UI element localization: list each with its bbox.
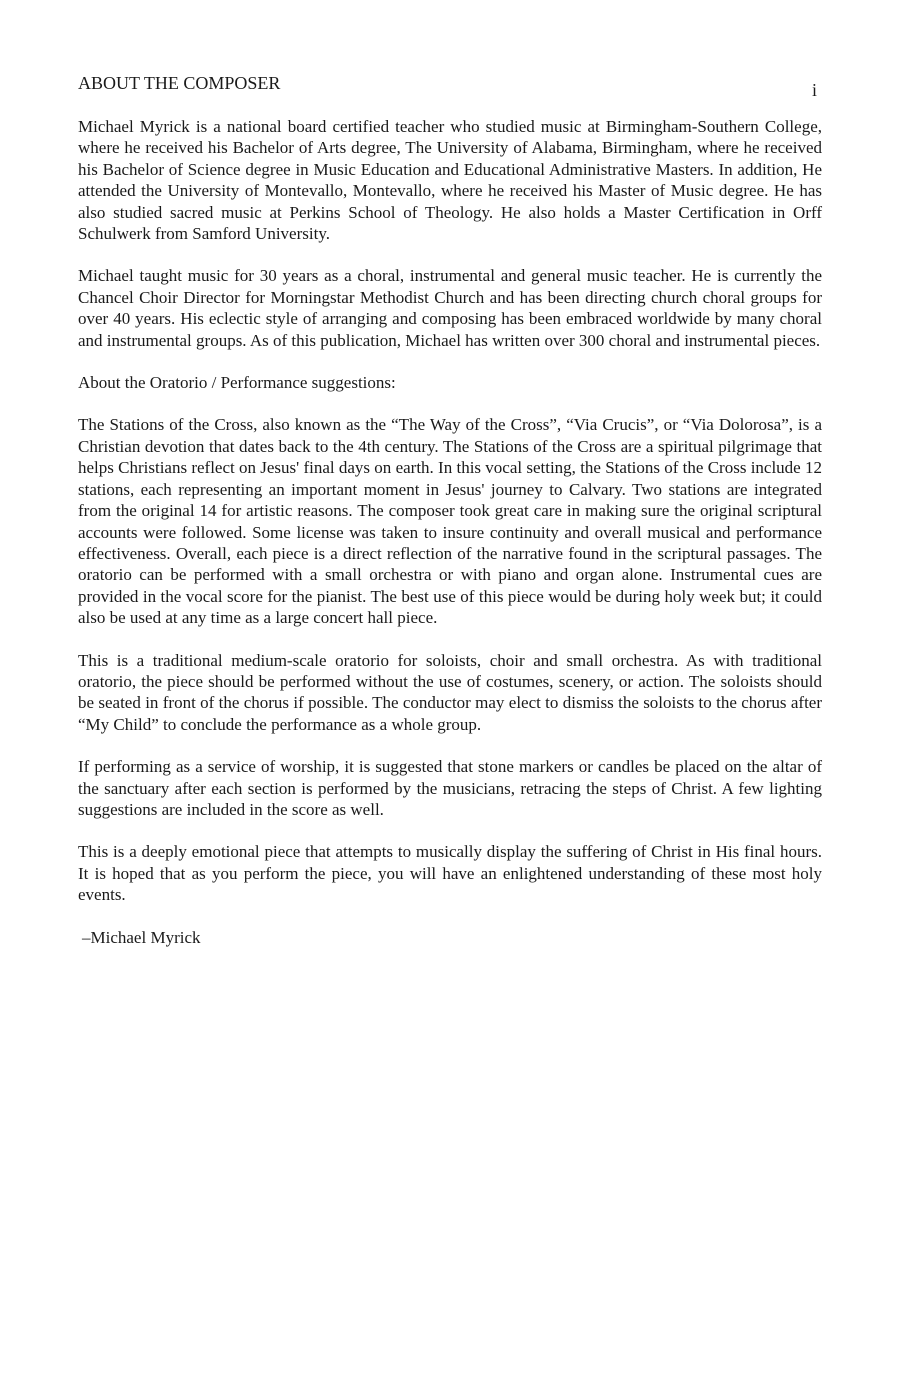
oratorio-paragraph-worship: If performing as a service of worship, it is suggested that stone markers or candles be placed on the altar of the sanctuary after each section is performed by the musicians, retracing the steps of Christ. A few lighting suggestions are included in the score as well. (78, 757, 822, 819)
page-heading: ABOUT THE COMPOSER (78, 73, 281, 93)
page-content (78, 73, 822, 948)
oratorio-subheading: About the Oratorio / Performance suggestions: (78, 373, 396, 393)
signature: –Michael Myrick (82, 927, 201, 947)
page-number: i (812, 80, 818, 100)
oratorio-paragraph-performance: This is a traditional medium-scale oratorio for soloists, choir and small orchestra. As with traditional oratorio, the piece should be performed without the use of costumes, scenery, or action. The soloists should be seated in front of the chorus if possible. The conductor may elect to dismiss the soloists to the chorus after “My Child” to conclude the performance as a whole group. (78, 650, 822, 734)
oratorio-paragraph-closing: This is a deeply emotional piece that attempts to musically display the suffering of Christ in His final hours. It is hoped that as you perform the piece, you will have an enlightened understanding of these most holy events. (78, 842, 822, 905)
bio-paragraph-career: Michael taught music for 30 years as a choral, instrumental and general music teacher. He is currently the Chancel Choir Director for Morningstar Methodist Church and has been directing church choral groups for over 40 years. His eclectic style of arranging and composing has been embraced worldwide by many choral and instrumental groups. As of this publication, Michael has written over 300 choral and instrumental pieces. (78, 266, 822, 350)
oratorio-paragraph-stations: The Stations of the Cross, also known as the “The Way of the Cross”, “Via Crucis”, or “Via Dolorosa”, is a Christian devotion that dates back to the 4th century. The Stations of the Cross are a spiritual pilgrimage that helps Christians reflect on Jesus' final days on earth. In this vocal setting, the Stations of the Cross include 12 stations, each representing an important moment in Jesus' journey to Calvary. Two stations are integrated from the original 14 for artistic reasons. The composer took great care in making sure the original scriptural accounts were followed. Some license was taken to insure continuity and overall musical and performance effectiveness. Overall, each piece is a direct reflection of the narrative found in the scriptural passages. The oratorio can be performed with a small orchestra or with piano and organ alone. Instrumental cues are provided in the vocal score for the pianist. The best use of this piece would be during holy week but; it could also be used at any time as a large concert hall piece. (78, 415, 822, 628)
bio-paragraph-education: Michael Myrick is a national board certified teacher who studied music at Birmingham-Southern College, where he received his Bachelor of Arts degree, The University of Alabama, Birmingham, where he received his Bachelor of Science degree in Music Education and Educational Administrative Masters. In addition, He attended the University of Montevallo, Montevallo, where he received his Master of Music degree. He has also studied sacred music at Perkins School of Theology. He also holds a Master Certification in Orff Schulwerk from Samford University. (78, 117, 822, 244)
